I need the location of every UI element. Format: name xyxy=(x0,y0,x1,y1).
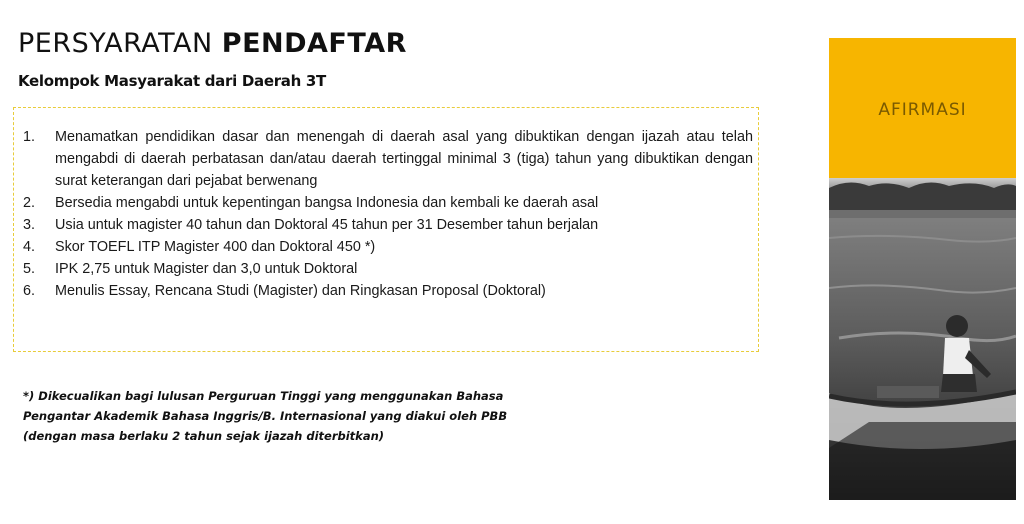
list-item xyxy=(23,236,753,258)
footnote-line: Pengantar Akademik Bahasa Inggris/B. Internasional yang diakui oleh PBB xyxy=(23,409,508,423)
item-number: 6. xyxy=(23,283,36,299)
item-number: 5. xyxy=(23,261,36,277)
item-text: Bersedia mengabdi untuk kepentingan bangsa Indonesia dan kembali ke daerah asal xyxy=(55,195,599,211)
list-item xyxy=(23,192,753,214)
item-number: 2. xyxy=(23,195,36,211)
item-text: Usia untuk magister 40 tahun dan Doktoral 45 tahun per 31 Desember tahun berjalan xyxy=(55,217,599,233)
item-text: Menamatkan pendidikan dasar dan menengah di daerah asal yang dibuktikan dengan ijazah atau telah mengabdi di daerah perbatasan dan/atau daerah tertinggal minimal 3 (tiga) tahun yang dibuktikan dengan surat keterangan dari pejabat berwenang xyxy=(55,129,753,189)
item-text: Menulis Essay, Rencana Studi (Magister) dan Ringkasan Proposal (Doktoral) xyxy=(55,283,546,299)
list-item xyxy=(23,258,753,280)
page-title xyxy=(18,28,407,59)
footnote-line: (dengan masa berlaku 2 tahun sejak ijazah diterbitkan) xyxy=(23,429,385,443)
footnote-line: *) Dikecualikan bagi lulusan Perguruan Tinggi yang menggunakan Bahasa xyxy=(23,389,504,403)
requirements-box xyxy=(13,107,759,352)
item-text: Skor TOEFL ITP Magister 400 dan Doktoral 450 *) xyxy=(55,239,376,255)
list-item xyxy=(23,214,753,236)
title-light: PERSYARATAN xyxy=(18,28,222,59)
side-panel-label: AFIRMASI xyxy=(878,100,967,120)
river-boy-photo xyxy=(829,178,1016,500)
list-item xyxy=(23,280,753,302)
item-text: IPK 2,75 untuk Magister dan 3,0 untuk Doktoral xyxy=(55,261,358,277)
side-panel-header xyxy=(829,38,1016,178)
item-number: 3. xyxy=(23,217,36,233)
river-boy-photo-graphic xyxy=(829,178,1016,500)
item-number: 4. xyxy=(23,239,36,255)
footnote xyxy=(23,386,583,446)
title-bold: PENDAFTAR xyxy=(221,28,407,59)
page-subtitle: Kelompok Masyarakat dari Daerah 3T xyxy=(18,72,326,90)
item-number: 1. xyxy=(23,129,36,145)
side-panel xyxy=(829,38,1016,500)
requirements-list xyxy=(23,126,753,302)
list-item xyxy=(23,126,753,192)
